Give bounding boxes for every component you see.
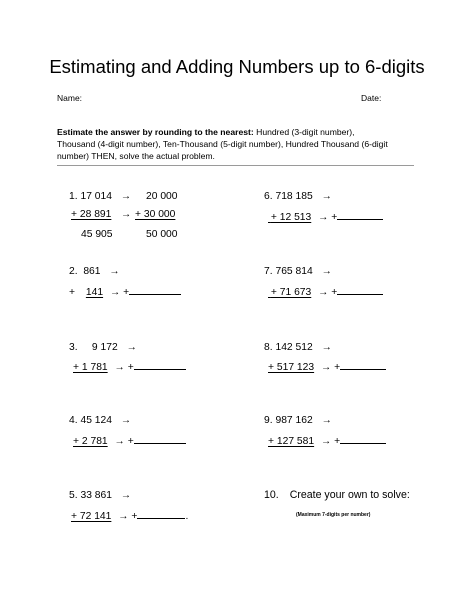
problem-9-plus: +: [334, 436, 341, 447]
problem-6-label: 6.: [264, 191, 273, 202]
problem-3-addend: + 1 781: [73, 362, 108, 373]
problem-4-plus: +: [127, 436, 134, 447]
problem-9-addend: + 127 581: [268, 436, 315, 447]
instructions-text: Hundred (3-digit number), Thousand (4-digit number), Ten-Thousand (5-digit number), Hundred Thousand (6-digit number) THEN, solve the actual problem.: [57, 127, 388, 161]
problem-7-answer-blank[interactable]: [337, 284, 383, 295]
problem-5-addend: + 72 141: [71, 511, 112, 522]
arrow-icon: →: [109, 287, 121, 298]
arrow-icon: →: [126, 342, 137, 353]
problem-5-top-line: [69, 489, 131, 502]
problem-10-note: (Maximum 7-digits per number): [296, 512, 371, 518]
problem-2-sign: +: [69, 287, 76, 298]
arrow-icon: →: [321, 342, 332, 353]
arrow-icon: →: [120, 415, 132, 426]
problem-3-top-line: [69, 341, 137, 354]
problem-6-addend: + 12 513: [270, 212, 312, 223]
date-label: Date:: [361, 93, 382, 103]
problem-4-answer-blank[interactable]: [134, 433, 186, 444]
problem-4-top-line: [69, 414, 131, 427]
arrow-icon: →: [318, 212, 329, 223]
arrow-icon: →: [109, 266, 120, 277]
problem-5-end: .: [185, 511, 189, 522]
problem-2-addend-line: [69, 284, 181, 299]
arrow-icon: →: [320, 362, 332, 373]
problem-2-plus: +: [123, 287, 130, 298]
problem-4-addend-line: [73, 433, 186, 448]
arrow-icon: →: [114, 362, 125, 373]
problem-6-addend-line: [268, 209, 383, 224]
page-title: Estimating and Adding Numbers up to 6-digits: [49, 56, 425, 77]
problem-1-top-line: [69, 190, 131, 203]
problem-3-answer-blank[interactable]: [134, 359, 186, 370]
problem-1-top-number: 17 014: [80, 191, 112, 202]
problem-7-label: 7.: [264, 266, 273, 277]
problem-5-label: 5.: [69, 490, 78, 501]
problem-6-top-number: 718 185: [275, 191, 313, 202]
problem-1-estimate-addend: + 30 000: [135, 209, 176, 220]
problem-1-label: 1.: [69, 191, 78, 202]
problem-3-top-number: 9 172: [91, 342, 118, 353]
arrow-icon: →: [121, 209, 132, 220]
arrow-icon: →: [120, 191, 132, 202]
problem-9-top-number: 987 162: [275, 415, 313, 426]
name-label: Name:: [57, 93, 83, 103]
problem-1-addend: + 28 891: [71, 209, 112, 220]
problem-3-label: 3.: [69, 342, 78, 353]
problem-10-label: 10.: [264, 489, 279, 501]
problem-1-estimate-sum: 50 000: [146, 229, 178, 240]
problem-2-top-line: [69, 265, 120, 278]
problem-6-top-line: [264, 190, 332, 203]
arrow-icon: →: [318, 287, 329, 298]
problem-8-answer-blank[interactable]: [340, 359, 386, 370]
arrow-icon: →: [321, 415, 332, 426]
arrow-icon: →: [120, 490, 132, 501]
problem-9-label: 9.: [264, 415, 273, 426]
problem-9-addend-line: [268, 433, 386, 448]
problem-8-top-number: 142 512: [275, 342, 313, 353]
problem-10-text: Create your own to solve:: [289, 489, 410, 501]
arrow-icon: →: [320, 436, 332, 447]
problem-9-answer-blank[interactable]: [340, 433, 386, 444]
problem-9-top-line: [264, 414, 332, 427]
arrow-icon: →: [321, 191, 332, 202]
problem-7-top-number: 765 814: [275, 266, 313, 277]
problem-2-top-number: 861: [83, 266, 101, 277]
problem-2-label: 2.: [69, 266, 78, 277]
arrow-icon: →: [118, 511, 129, 522]
problem-4-top-number: 45 124: [80, 415, 112, 426]
instructions: [57, 126, 393, 162]
problem-8-addend: + 517 123: [268, 362, 315, 373]
problem-8-addend-line: [268, 359, 386, 374]
problem-5-answer-blank[interactable]: [137, 508, 185, 519]
problem-3-plus: +: [127, 362, 134, 373]
problem-5-addend-line: [71, 508, 188, 523]
problem-7-plus: +: [331, 287, 338, 298]
divider-line: [57, 165, 414, 166]
arrow-icon: →: [321, 266, 332, 277]
problem-8-top-line: [264, 341, 332, 354]
problem-6-answer-blank[interactable]: [337, 209, 383, 220]
problem-3-addend-line: [73, 359, 186, 374]
problem-7-top-line: [264, 265, 332, 278]
problem-5-plus: +: [131, 511, 138, 522]
problem-2-addend: 141: [85, 287, 104, 298]
problem-1-estimate-top: 20 000: [146, 191, 178, 202]
problem-1-actual-sum: 45 905: [81, 229, 113, 240]
problem-8-label: 8.: [264, 342, 273, 353]
problem-10-line: [264, 489, 410, 502]
problem-5-top-number: 33 861: [80, 490, 112, 501]
problem-2-answer-blank[interactable]: [129, 284, 181, 295]
problem-6-plus: +: [331, 212, 338, 223]
problem-8-plus: +: [334, 362, 341, 373]
instructions-bold: Estimate the answer by rounding to the nearest:: [57, 127, 254, 137]
arrow-icon: →: [114, 436, 125, 447]
problem-7-addend-line: [268, 284, 383, 299]
problem-4-addend: + 2 781: [73, 436, 108, 447]
problem-4-label: 4.: [69, 415, 78, 426]
problem-7-addend: + 71 673: [270, 287, 312, 298]
